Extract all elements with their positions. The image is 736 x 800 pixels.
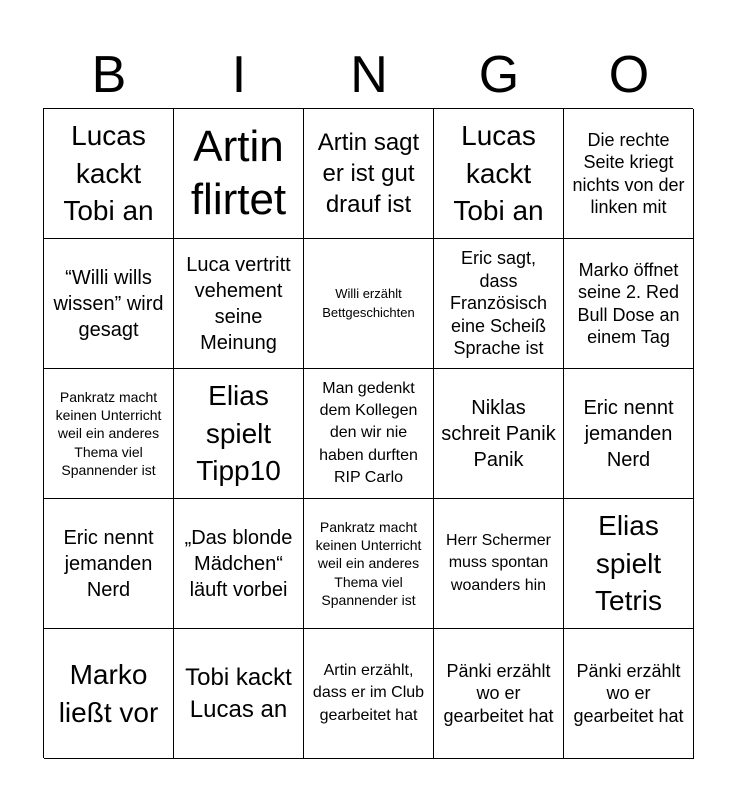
- cell-text: Artin flirtet: [190, 121, 287, 224]
- header-letter-i: I: [231, 46, 247, 104]
- cell-text: Eric nennt jemanden Nerd: [583, 396, 674, 471]
- bingo-cell[interactable]: [564, 239, 694, 369]
- bingo-cell[interactable]: [434, 629, 564, 759]
- bingo-cell[interactable]: [304, 629, 434, 759]
- header-letter-b: B: [91, 46, 127, 104]
- bingo-cell[interactable]: [44, 109, 174, 239]
- cell-text: Man gedenkt dem Kollegen den wir nie haben durften RIP Carlo: [319, 379, 418, 487]
- bingo-cell[interactable]: [44, 499, 174, 629]
- bingo-cell[interactable]: [44, 239, 174, 369]
- cell-text: “Willi wills wissen” wird gesagt: [53, 266, 164, 341]
- cell-text: Artin erzählt, dass er im Club gearbeitet hat: [312, 661, 425, 724]
- cell-text: Willi erzählt Bettgeschichten: [322, 286, 415, 320]
- bingo-cell[interactable]: [564, 369, 694, 499]
- cell-text: Eric nennt jemanden Nerd: [63, 526, 154, 601]
- bingo-header: [44, 40, 694, 110]
- cell-text: Eric sagt, dass Französisch eine Scheiß Sprache ist: [449, 248, 548, 359]
- cell-text: Lucas kackt Tobi an: [63, 119, 154, 227]
- bingo-cell[interactable]: [434, 239, 564, 369]
- bingo-grid: [43, 108, 693, 758]
- cell-text: Tobi kackt Lucas an: [185, 664, 292, 723]
- bingo-cell[interactable]: [304, 369, 434, 499]
- cell-text: Lucas kackt Tobi an: [453, 119, 544, 227]
- cell-text: Elias spielt Tetris: [595, 509, 662, 617]
- header-letter-o: O: [608, 46, 650, 104]
- bingo-cell[interactable]: [174, 369, 304, 499]
- bingo-cell[interactable]: [174, 109, 304, 239]
- bingo-cell[interactable]: [564, 499, 694, 629]
- cell-text: Marko öffnet seine 2. Red Bull Dose an einem Tag: [577, 259, 680, 347]
- bingo-cell[interactable]: [44, 629, 174, 759]
- cell-text: Pankratz macht keinen Unterricht weil ein anderes Thema viel Spannender ist: [315, 519, 422, 608]
- header-letter-g: G: [478, 46, 520, 104]
- bingo-cell[interactable]: [304, 239, 434, 369]
- bingo-cell[interactable]: [304, 109, 434, 239]
- bingo-cell[interactable]: [434, 499, 564, 629]
- cell-text: Die rechte Seite kriegt nichts von der linken mit: [572, 129, 685, 217]
- cell-text: Artin sagt er ist gut drauf ist: [317, 128, 420, 219]
- cell-text: Marko ließt vor: [58, 658, 159, 728]
- bingo-cell[interactable]: [564, 629, 694, 759]
- header-letter-n: N: [350, 46, 388, 104]
- bingo-cell[interactable]: [174, 239, 304, 369]
- cell-text: Herr Schermer muss spontan woanders hin: [446, 531, 551, 594]
- bingo-cell[interactable]: [434, 109, 564, 239]
- bingo-cell[interactable]: [304, 499, 434, 629]
- cell-text: Elias spielt Tipp10: [196, 379, 281, 487]
- cell-text: „Das blonde Mädchen“ läuft vorbei: [184, 526, 293, 601]
- cell-text: Niklas schreit Panik Panik: [441, 396, 556, 471]
- cell-text: Luca vertritt vehement seine Meinung: [186, 253, 291, 354]
- bingo-cell[interactable]: [434, 369, 564, 499]
- cell-text: Pänki erzählt wo er gearbeitet hat: [443, 660, 554, 726]
- cell-text: Pänki erzählt wo er gearbeitet hat: [573, 660, 684, 726]
- bingo-cell[interactable]: [564, 109, 694, 239]
- bingo-cell[interactable]: [174, 499, 304, 629]
- bingo-cell[interactable]: [44, 369, 174, 499]
- bingo-cell[interactable]: [174, 629, 304, 759]
- cell-text: Pankratz macht keinen Unterricht weil ein anderes Thema viel Spannender ist: [55, 389, 162, 478]
